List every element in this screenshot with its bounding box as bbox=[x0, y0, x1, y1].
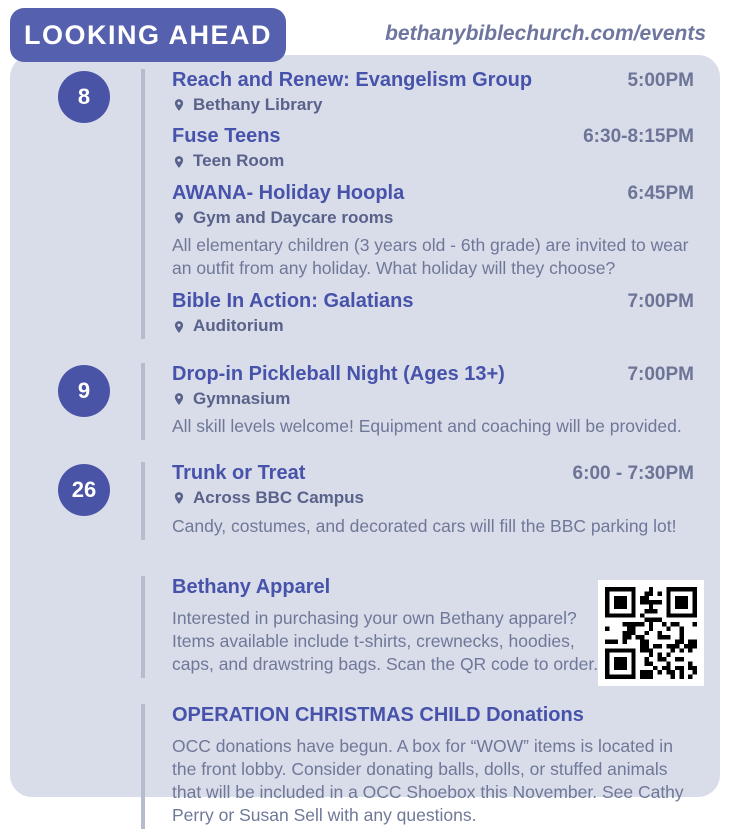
events-url[interactable]: bethanybiblechurch.com/events bbox=[385, 22, 706, 45]
event-title: Fuse Teens bbox=[172, 125, 281, 148]
apparel-qr-code[interactable] bbox=[598, 580, 704, 686]
section-bethany-apparel bbox=[10, 576, 720, 678]
event-location bbox=[172, 316, 694, 336]
location-pin-icon bbox=[172, 318, 186, 336]
section-heading: OPERATION CHRISTMAS CHILD Donations bbox=[172, 704, 584, 726]
event-description: All elementary children (3 years old - 6th grade) are invited to wear an outfit from any holiday. What holiday will they choose? bbox=[172, 235, 689, 279]
event-location bbox=[172, 389, 694, 409]
event-location-label: Teen Room bbox=[193, 151, 285, 171]
day-events bbox=[141, 363, 720, 440]
event-time: 5:00PM bbox=[627, 70, 694, 91]
event-location-label: Across BBC Campus bbox=[193, 488, 364, 508]
location-pin-icon bbox=[172, 153, 186, 171]
section-occ-donations bbox=[10, 704, 720, 829]
event-title: Bible In Action: Galatians bbox=[172, 290, 414, 313]
date-badge: 9 bbox=[58, 365, 110, 417]
event-description: Candy, costumes, and decorated cars will fill the BBC parking lot! bbox=[172, 515, 677, 536]
day-group-26 bbox=[10, 462, 720, 539]
section-heading: Bethany Apparel bbox=[172, 575, 331, 598]
page-title: LOOKING AHEAD bbox=[24, 19, 272, 50]
event-time: 6:30-8:15PM bbox=[583, 126, 694, 148]
event-location bbox=[172, 488, 694, 508]
day-events bbox=[141, 69, 720, 339]
day-group-8 bbox=[10, 69, 720, 339]
event-location bbox=[172, 95, 694, 115]
event-item bbox=[172, 69, 694, 115]
event-title: Drop-in Pickleball Night (Ages 13+) bbox=[172, 362, 505, 385]
date-badge: 8 bbox=[58, 71, 110, 123]
location-pin-icon bbox=[172, 209, 186, 227]
event-time: 6:00 - 7:30PM bbox=[572, 463, 694, 485]
event-location bbox=[172, 151, 694, 171]
event-title: Reach and Renew: Evangelism Group bbox=[172, 69, 533, 91]
section-body: OCC donations have begun. A box for “WOW” items is located in the front lobby. Consider donating balls, dolls, or stuffed animals that will be included in a OCC Shoebox this November. See Cathy Perry or Susan Sell with any questions. bbox=[172, 736, 684, 826]
location-pin-icon bbox=[172, 96, 186, 114]
event-description: All skill levels welcome! Equipment and coaching will be provided. bbox=[172, 416, 682, 437]
day-column bbox=[10, 363, 110, 417]
event-item bbox=[172, 363, 694, 438]
event-time: 7:00PM bbox=[627, 291, 694, 313]
day-column bbox=[10, 462, 110, 516]
event-title: AWANA- Holiday Hoopla bbox=[172, 181, 405, 204]
date-badge: 26 bbox=[58, 464, 110, 516]
event-item bbox=[172, 182, 694, 281]
section-body: Interested in purchasing your own Bethany apparel? Items available include t-shirts, crewnecks, hoodies, caps, and drawstring bags. Scan the QR code to order. bbox=[172, 607, 599, 674]
event-location-label: Auditorium bbox=[193, 316, 284, 336]
day-column bbox=[10, 69, 110, 123]
event-location bbox=[172, 208, 694, 228]
header-badge bbox=[10, 8, 286, 62]
event-time: 7:00PM bbox=[627, 363, 694, 385]
event-item bbox=[172, 290, 694, 336]
location-pin-icon bbox=[172, 489, 186, 507]
event-location-label: Gymnasium bbox=[193, 388, 291, 408]
location-pin-icon bbox=[172, 390, 186, 408]
event-location-label: Gym and Daycare rooms bbox=[193, 207, 394, 227]
event-item bbox=[172, 125, 694, 171]
day-group-9 bbox=[10, 363, 720, 440]
event-location-label: Bethany Library bbox=[193, 95, 323, 114]
day-events bbox=[141, 462, 720, 539]
event-title: Trunk or Treat bbox=[172, 462, 306, 485]
event-item bbox=[172, 462, 694, 537]
events-card bbox=[10, 55, 720, 826]
event-time: 6:45PM bbox=[627, 182, 694, 204]
